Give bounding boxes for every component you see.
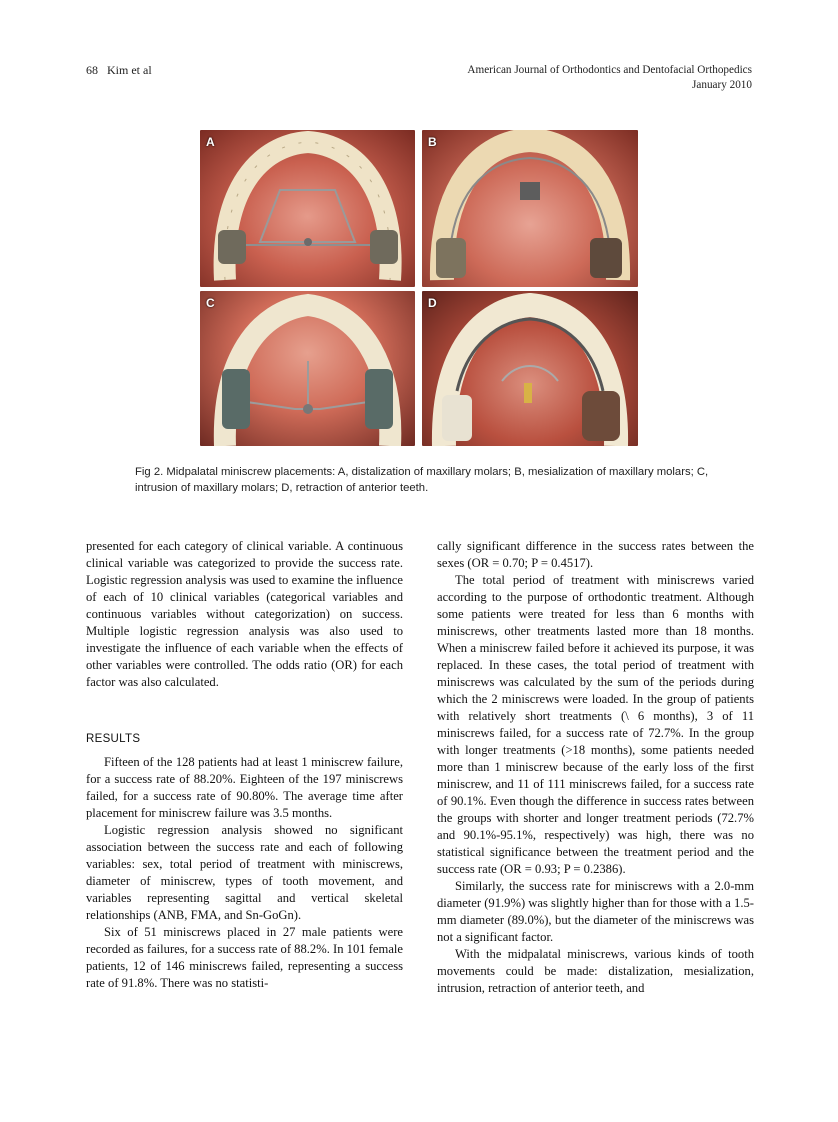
running-header-left bbox=[86, 63, 152, 78]
issue-date: January 2010 bbox=[692, 79, 752, 91]
section-heading: RESULTS bbox=[86, 733, 141, 745]
paragraph: Similarly, the success rate for miniscrews with a 2.0-mm diameter (91.9%) was slightly higher than for those with a 1.5-mm diameter (89.0%), but the diameter of the miniscrews was not a significant factor. bbox=[437, 879, 754, 944]
paragraph: The total period of treatment with miniscrews varied according to the purpose of orthodontic treatment. Although some patients were treated for less than 6 months with miniscrews, other treatments lasted more than 18 months. When a miniscrew failed before it achieved its purpose, it was replaced. In these cases, the total period of treatment with miniscrews was calculated by the sum of the periods during which the 2 miniscrews were loaded. In the group of patients with relatively short treatments (\ 6 months), 3 of 11 miniscrews failed, for a success rate of 72.7%. In the group with longer treatments (>18 months), some patients needed more than 1 miniscrew because of the early loss of the first miniscrew, and 11 of 111 miniscrews failed, for a success rate of 90.1%. Even though the difference in success rates between the groups with shorter and longer treatment periods (72.7% and 90.1%-95.1%, respectively) was high, there was no statistical significance between the treatment period and the success rate (OR = 0.93; P = 0.2386). bbox=[437, 573, 754, 876]
figure-panel-b bbox=[422, 130, 638, 287]
maxillary-arch-photo-icon bbox=[200, 291, 415, 446]
panel-label-a: A bbox=[206, 135, 215, 149]
paragraph: cally significant difference in the success rates between the sexes (OR = 0.70; P = 0.4517). bbox=[437, 539, 754, 570]
right-column bbox=[437, 538, 754, 997]
page-number: 68 bbox=[86, 63, 98, 77]
paragraph: Logistic regression analysis showed no significant association between the success rate and each of following variables: sex, total period of treatment with miniscrews, diameter of miniscrew, types of tooth movement, and variables representing sagittal and vertical skeletal relationships (ANB, FMA, and Sn-GoGn). bbox=[86, 823, 403, 922]
figure-panel-d bbox=[422, 291, 638, 446]
maxillary-arch-photo-icon bbox=[422, 130, 638, 287]
panel-label-b: B bbox=[428, 135, 437, 149]
paragraph: With the midpalatal miniscrews, various kinds of tooth movements could be made: distalization, mesialization, intrusion, retraction of anterior teeth, and bbox=[437, 947, 754, 995]
running-header-right bbox=[467, 63, 752, 93]
paragraph: Fifteen of the 128 patients had at least 1 miniscrew failure, for a success rate of 88.20%. Eighteen of the 197 miniscrews failed, for a success rate of 90.80%. The average time after placement for miniscrew failure was 3.5 months. bbox=[86, 755, 403, 820]
paragraph: presented for each category of clinical variable. A continuous clinical variable was categorized to provide the success rate. Logistic regression analysis was used to examine the influence of each of 10 clinical variables (categorical variables and continuous variables without categorization) on success. Multiple logistic regression analysis was also used to investigate the influence of each variable when the effects of other variables were controlled. The odds ratio (OR) for each factor was also calculated. bbox=[86, 539, 403, 689]
figure-panel-c bbox=[200, 291, 415, 446]
figure-caption: Fig 2. Midpalatal miniscrew placements: A, distalization of maxillary molars; B, mesialization of maxillary molars; C, intrusion of maxillary molars; D, retraction of anterior teeth. bbox=[135, 466, 709, 494]
panel-label-c: C bbox=[206, 296, 215, 310]
maxillary-arch-photo-icon bbox=[200, 130, 415, 287]
journal-name: American Journal of Orthodontics and Dentofacial Orthopedics bbox=[467, 64, 752, 76]
author-line: Kim et al bbox=[107, 63, 152, 77]
figure-panel-a bbox=[200, 130, 415, 287]
maxillary-arch-photo-icon bbox=[422, 291, 638, 446]
paragraph: Six of 51 miniscrews placed in 27 male patients were recorded as failures, for a success rate of 88.2%. In 101 female patients, 12 of 146 miniscrews failed, representing a success rate of 91.8%. There was no statisti- bbox=[86, 925, 403, 990]
panel-label-d: D bbox=[428, 296, 437, 310]
left-column bbox=[86, 538, 403, 992]
